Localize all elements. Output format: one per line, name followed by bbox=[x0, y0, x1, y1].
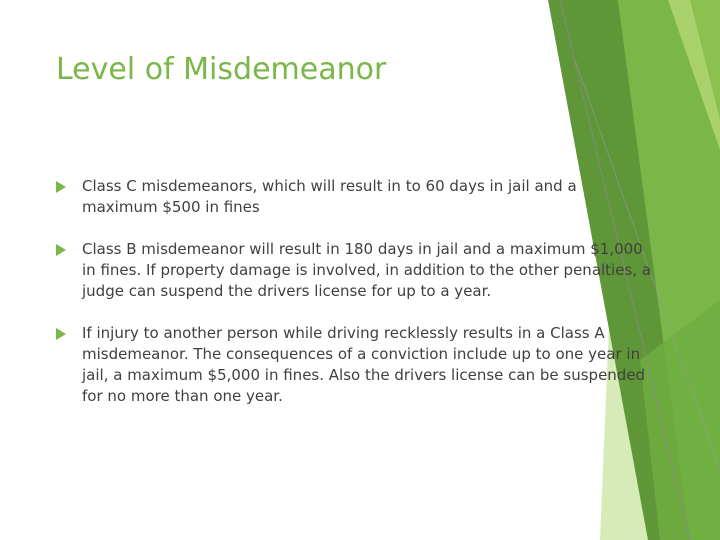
triangle-bullet-icon bbox=[56, 244, 66, 256]
bullet-text: If injury to another person while driving recklessly results in a Class A misdemeanor. The consequences of a conviction include up to one year in jail, a maximum $5,000 in fines. Also the drivers license can be suspended for no more than one year. bbox=[82, 324, 646, 405]
bullet-text: Class B misdemeanor will result in 180 days in jail and a maximum $1,000 in fines. If property damage is involved, in addition to the other penalties, a judge can suspend the drivers license for up to a year. bbox=[82, 240, 651, 300]
triangle-bullet-icon bbox=[56, 181, 66, 193]
list-item bbox=[56, 239, 656, 302]
bullet-list bbox=[56, 176, 656, 428]
list-item bbox=[56, 176, 656, 218]
triangle-bullet-icon bbox=[56, 328, 66, 340]
bullet-text: Class C misdemeanors, which will result in to 60 days in jail and a maximum $500 in fines bbox=[82, 177, 577, 216]
slide-title: Level of Misdemeanor bbox=[56, 52, 387, 87]
list-item bbox=[56, 323, 656, 407]
